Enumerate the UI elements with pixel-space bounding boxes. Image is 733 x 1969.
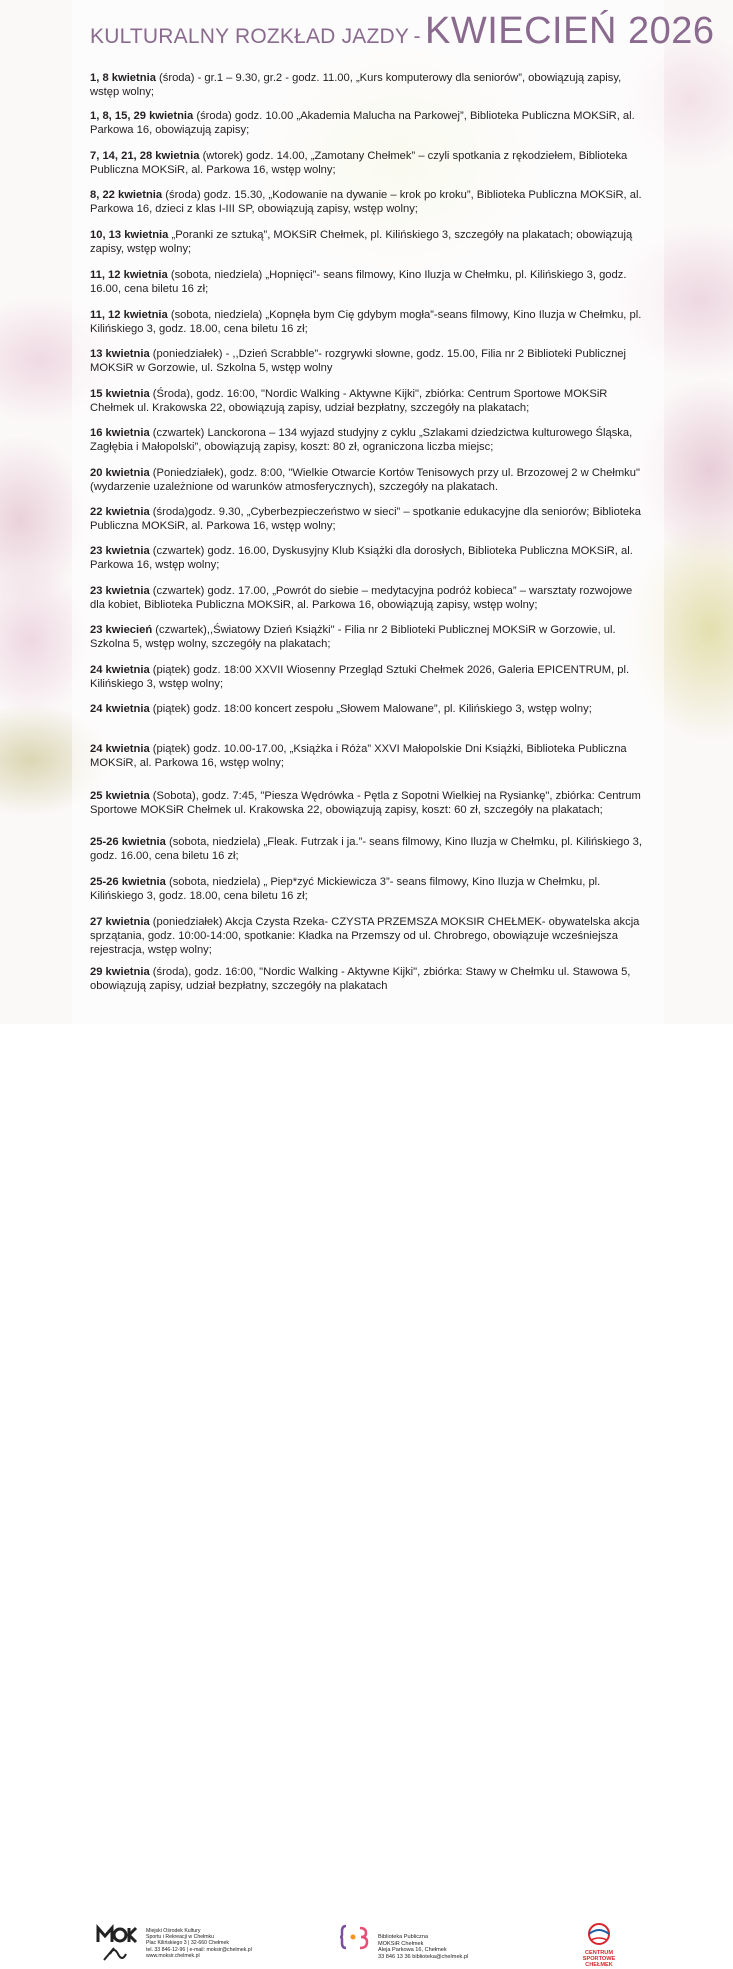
event-description: (Środa), godz. 16:00, "Nordic Walking - Aktywne Kijki", zbiórka: Centrum Sportowe MOKSiR Chełmek ul. Krakowska 22, obowiązują zapisy, udział bezpłatny, szczegóły na plakatach;: [90, 388, 608, 414]
event-description: (środa) - gr.1 – 9.30, gr.2 - godz. 11.00, „Kurs komputerowy dla seniorów”, obowiązują zapisy, wstęp wolny;: [90, 72, 622, 98]
event-date: 11, 12 kwietnia: [90, 269, 168, 281]
footer: [0, 960, 733, 1969]
moksir-logo-icon: [96, 1924, 138, 1964]
event-item: [90, 703, 650, 717]
event-item: [90, 545, 650, 573]
event-date: 10, 13 kwietnia: [90, 229, 169, 241]
event-item: [90, 506, 650, 534]
event-date: 23 kwiecień: [90, 624, 153, 636]
title-subtitle: KULTURALNY ROZKŁAD JAZDY: [90, 25, 410, 48]
event-description: (Sobota), godz. 7:45, "Piesza Wędrówka - Pętla z Sopotni Wielkiej na Rysiankę", zbiórka: Centrum Sportowe MOKSiR Chełmek ul. Krakowska 22, obowiązują zapisy, koszt: 60 zł, szczegóły na plakatach;: [90, 790, 641, 816]
event-description: (czwartek),,Światowy Dzień Książki" - Filia nr 2 Biblioteki Publicznej MOKSiR w Gorzowie, ul. Szkolna 5, wstęp wolny, szczegóły na plakatach;: [90, 624, 616, 650]
event-description: (środa) godz. 10.00 „Akademia Malucha na Parkowej”, Biblioteka Publiczna MOKSiR, al. Parkowa 16, obowiązują zapisy;: [90, 110, 635, 136]
event-description: (sobota, niedziela) „Hopnięci”- seans filmowy, Kino Iluzja w Chełmku, pl. Kilińskiego 3, godz. 16.00, cena biletu 16 zł;: [90, 269, 627, 295]
event-date: 25-26 kwietnia: [90, 876, 166, 888]
event-date: 27 kwietnia: [90, 916, 150, 928]
event-description: (środa)godz. 9.30, „Cyberbezpieczeństwo w sieci” – spotkanie edukacyjne dla seniorów; Biblioteka Publiczna MOKSiR, al. Parkowa 16, wstęp wolny;: [90, 506, 641, 532]
event-description: (piątek) godz. 10.00-17.00, „Książka i Róża” XXVI Małopolskie Dni Książki, Biblioteka Publiczna MOKSiR, al. Parkowa 16, wstęp wolny;: [90, 743, 627, 769]
event-date: 24 kwietnia: [90, 743, 150, 755]
event-description: (poniedziałek) - ,,Dzień Scrabble”- rozgrywki słowne, godz. 15.00, Filia nr 2 Biblioteki Publicznej MOKSiR w Gorzowie, ul. Szkolna 5, wstęp wolny: [90, 348, 627, 374]
event-description: (czwartek) Lanckorona – 134 wyjazd studyjny z cyklu „Szlakami dziedzictwa kulturowego Śląska, Zagłębia i Małopolski”, obowiązują zapisy, koszt: 80 zł, ograniczona liczba miejsc;: [90, 427, 633, 453]
title-dash: -: [413, 25, 421, 48]
event-date: 20 kwietnia: [90, 467, 150, 479]
event-description: (sobota, niedziela) „Fleak. Futrzak i ja.”- seans filmowy, Kino Iluzja w Chełmku, pl. Kilińskiego 3, godz. 16.00, cena biletu 16 zł;: [90, 836, 642, 862]
event-item: [90, 348, 650, 376]
event-item: [90, 790, 650, 818]
event-description: (czwartek) godz. 16.00, Dyskusyjny Klub Książki dla dorosłych, Biblioteka Publiczna MOKSiR, al. Parkowa 16, wstęp wolny;: [90, 545, 633, 571]
event-description: (sobota, niedziela) „Kopnęła bym Cię gdybym mogła”-seans filmowy, Kino Iluzja w Chełmku, pl. Kilińskiego 3, godz. 18.00, cena biletu 16 zł;: [90, 309, 642, 335]
event-item: [90, 229, 650, 257]
title-month: KWIECIEŃ 2026: [425, 10, 715, 52]
event-description: (Poniedziałek), godz. 8:00, "Wielkie Otwarcie Kortów Tenisowych przy ul. Brzozowej 2 w Chełmku" (wydarzenie uzależnione od warunków atmosferycznych), szczegóły na plakatach.: [90, 467, 640, 493]
event-item: [90, 624, 650, 652]
event-date: 22 kwietnia: [90, 506, 150, 518]
event-date: 24 kwietnia: [90, 664, 150, 676]
event-item: [90, 467, 650, 495]
event-item: [90, 269, 650, 297]
event-description: „Poranki ze sztuką”, MOKSiR Chełmek, pl. Kilińskiego 3, szczegóły na plakatach; obowiązują zapisy, wstęp wolny;: [90, 229, 633, 255]
event-description: (poniedziałek) Akcja Czysta Rzeka- CZYSTA PRZEMSZA MOKSIR CHEŁMEK- obywatelska akcja sprzątania, godz. 10:00-14:00, spotkanie: Kładka na Przemszy od ul. Chrobrego, obowiązuje wcześniejsza rejestracja, wstęp wolny;: [90, 916, 640, 956]
event-date: 25-26 kwietnia: [90, 836, 166, 848]
event-description: (środa), godz. 16:00, "Nordic Walking - Aktywne Kijki", zbiórka: Stawy w Chełmku ul. Stawowa 5, obowiązują zapisy, udział bezpłatny, szczegóły na plakatach: [90, 966, 631, 992]
event-description: (wtorek) godz. 14.00, „Zamotany Chełmek” – czyli spotkania z rękodziełem, Biblioteka Publiczna MOKSiR, al. Parkowa 16, wstęp wolny;: [90, 150, 628, 176]
event-date: 11, 12 kwietnia: [90, 309, 168, 321]
event-item: [90, 189, 650, 217]
event-date: 15 kwietnia: [90, 388, 150, 400]
event-item: [90, 743, 650, 771]
event-date: 13 kwietnia: [90, 348, 150, 360]
event-date: 1, 8 kwietnia: [90, 72, 156, 84]
event-date: 1, 8, 15, 29 kwietnia: [90, 110, 194, 122]
event-item: [90, 427, 650, 455]
event-date: 23 kwietnia: [90, 585, 150, 597]
event-description: (piątek) godz. 18:00 koncert zespołu „Słowem Malowane”, pl. Kilińskiego 3, wstęp wolny;: [149, 703, 592, 715]
event-item: [90, 585, 650, 613]
event-date: 29 kwietnia: [90, 966, 150, 978]
event-item: [90, 836, 650, 864]
page-title: [90, 10, 715, 53]
library-logo-icon: [340, 1922, 370, 1952]
event-date: 8, 22 kwietnia: [90, 189, 163, 201]
event-date: 23 kwietnia: [90, 545, 150, 557]
event-item: [90, 72, 650, 100]
event-date: 24 kwietnia: [90, 703, 150, 715]
event-item: [90, 664, 650, 692]
event-item: [90, 309, 650, 337]
library-address: Biblioteka Publiczna MOKSiR Chełmek Aleja Parkowa 16, Chełmek 33 846 13 36 biblioteka@chelmek.pl: [378, 1934, 469, 1960]
event-date: 16 kwietnia: [90, 427, 150, 439]
event-date: 7, 14, 21, 28 kwietnia: [90, 150, 200, 162]
event-item: [90, 110, 650, 138]
event-description: (czwartek) godz. 17.00, „Powrót do siebie – medytacyjna podróż kobieca” – warsztaty rozwojowe dla kobiet, Biblioteka Publiczna MOKSiR, al. Parkowa 16, obowiązują zapisy, wstęp wolny;: [90, 585, 633, 611]
event-item: [90, 916, 650, 957]
sport-center-name: CENTRUM SPORTOWE CHEŁMEK: [582, 1950, 616, 1969]
moksir-address: Miejski Ośrodek Kultury Sportu i Rekreacji w Chełmku Plac Kilińskiego 3 | 32-660 Chełmek tel. 33 846-12-96 | e-mail: moksir@chelmek.pl www.moksir.chelmek.pl: [146, 1928, 252, 1959]
event-item: [90, 150, 650, 178]
event-item: [90, 876, 650, 904]
event-description: (piątek) godz. 18:00 XXVII Wiosenny Przegląd Sztuki Chełmek 2026, Galeria EPICENTRUM, pl. Kilińskiego 3, wstęp wolny;: [90, 664, 630, 690]
event-item: [90, 388, 650, 416]
event-description: (środa) godz. 15.30, „Kodowanie na dywanie – krok po kroku”, Biblioteka Publiczna MOKSiR, al. Parkowa 16, dzieci z klas I-III SP, obowiązują zapisy, wstęp wolny;: [90, 189, 642, 215]
event-description: (sobota, niedziela) „ Piep*zyć Mickiewicza 3”- seans filmowy, Kino Iluzja w Chełmku, pl. Kilińskiego 3, godz. 18.00, cena biletu 16 zł;: [90, 876, 601, 902]
event-date: 25 kwietnia: [90, 790, 150, 802]
